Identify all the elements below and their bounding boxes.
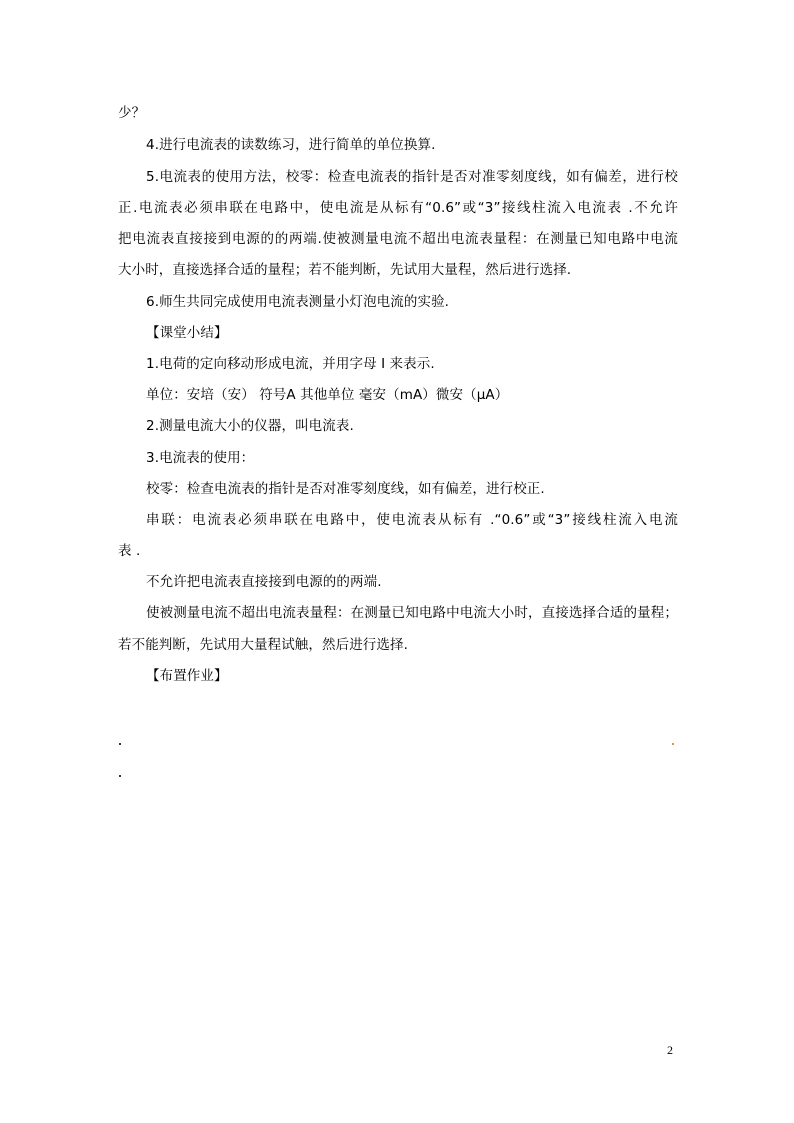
text-line-item-5: 5.电流表的使用方法，校零：检查电流表的指针是否对准零刻度线，如有偏差，进行校 xyxy=(146,169,678,185)
section-heading-summary: 【课堂小结】 xyxy=(146,325,228,341)
page-number: 2 xyxy=(667,1043,673,1057)
summary-item-2: 2.测量电流大小的仪器，叫电流表. xyxy=(146,418,354,434)
summary-range: 使被测量电流不超出电流表量程：在测量已知电路中电流大小时，直接选择合适的量程； xyxy=(146,605,678,621)
text-line-continuation: 少？ xyxy=(118,105,146,121)
summary-range-cont: 若不能判断，先试用大量程试触，然后进行选择. xyxy=(118,637,408,653)
stray-dot xyxy=(119,775,121,777)
summary-item-1: 1.电荷的定向移动形成电流，并用字母 I 来表示. xyxy=(146,356,435,372)
text-line-item-4: 4.进行电流表的读数练习，进行简单的单位换算. xyxy=(146,137,436,153)
section-heading-homework: 【布置作业】 xyxy=(146,668,228,684)
text-line-item-5-cont-1: 正.电流表必须串联在电路中，使电流是从标有“0.6”或“3”接线柱流入电流表 .不允许 xyxy=(118,200,678,216)
stray-dot xyxy=(119,743,121,745)
summary-no-direct-connect: 不允许把电流表直接接到电源的的两端. xyxy=(146,574,382,590)
stray-dot xyxy=(672,743,674,745)
summary-units: 单位：安培（安） 符号A 其他单位 毫安（mA）微安（μA） xyxy=(146,387,509,403)
text-line-item-5-cont-3: 大小时，直接选择合适的量程；若不能判断，先试用大量程，然后进行选择. xyxy=(118,262,572,278)
text-line-item-5-cont-2: 把电流表直接接到电源的的两端.使被测量电流不超出电流表量程：在测量已知电路中电流 xyxy=(118,231,678,247)
summary-series-cont: 表 . xyxy=(118,543,141,559)
text-line-item-6: 6.师生共同完成使用电流表测量小灯泡电流的实验. xyxy=(146,294,450,310)
summary-series: 串联：电流表必须串联在电路中，使电流表从标有 .“0.6”或“3”接线柱流入电流 xyxy=(146,512,678,528)
summary-zeroing: 校零：检查电流表的指针是否对准零刻度线，如有偏差，进行校正. xyxy=(146,481,545,497)
summary-item-3: 3.电流表的使用： xyxy=(146,450,255,466)
